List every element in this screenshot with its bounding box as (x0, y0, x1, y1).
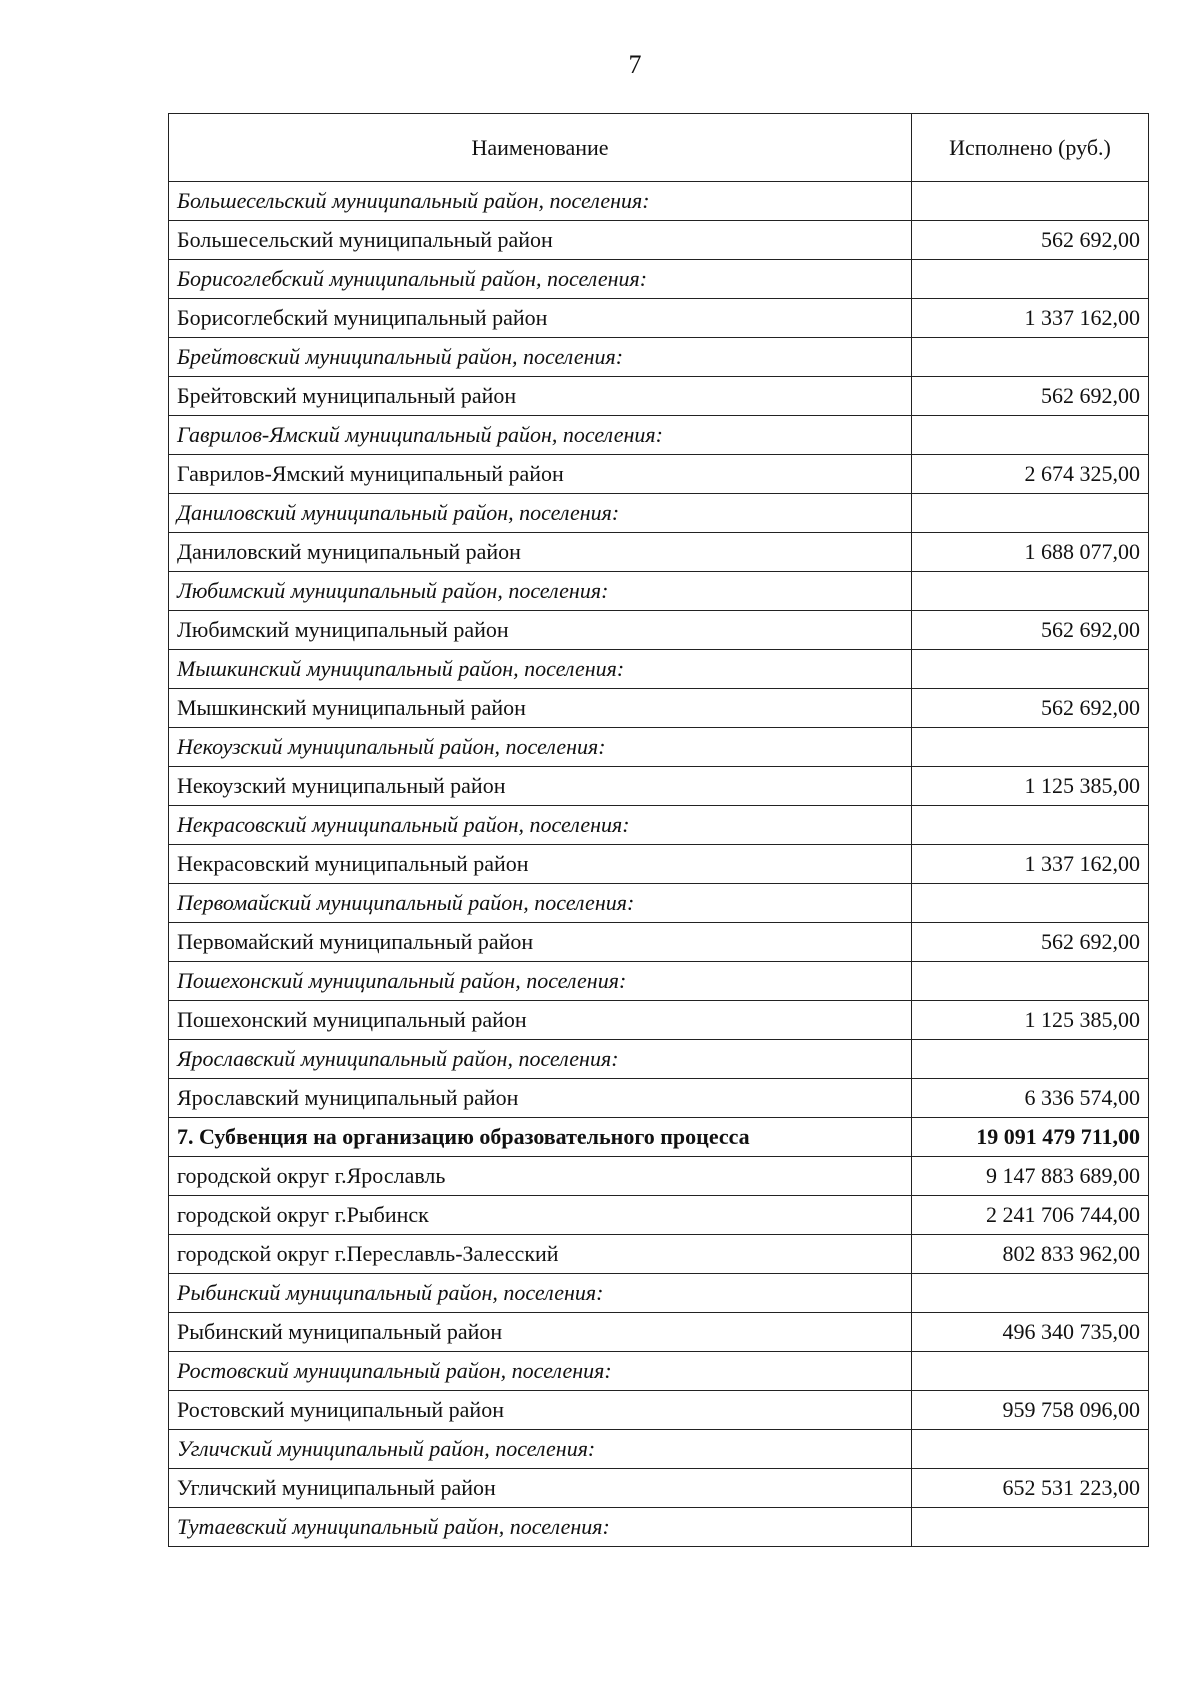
row-amount: 959 758 096,00 (912, 1391, 1149, 1430)
row-name: Угличский муниципальный район (169, 1469, 912, 1508)
table-row (169, 416, 1149, 455)
table-row (169, 338, 1149, 377)
row-name: Рыбинский муниципальный район, поселения: (169, 1274, 912, 1313)
table-row (169, 533, 1149, 572)
table-row (169, 260, 1149, 299)
table-row (169, 1040, 1149, 1079)
row-name: Тутаевский муниципальный район, поселения: (169, 1508, 912, 1547)
row-amount: 6 336 574,00 (912, 1079, 1149, 1118)
table-row (169, 884, 1149, 923)
row-amount: 19 091 479 711,00 (912, 1118, 1149, 1157)
table-row (169, 1508, 1149, 1547)
row-amount (912, 1508, 1149, 1547)
row-amount: 496 340 735,00 (912, 1313, 1149, 1352)
row-name: Угличский муниципальный район, поселения: (169, 1430, 912, 1469)
row-amount: 1 337 162,00 (912, 845, 1149, 884)
table-row (169, 1274, 1149, 1313)
row-amount: 562 692,00 (912, 221, 1149, 260)
row-amount (912, 728, 1149, 767)
row-name: Пошехонский муниципальный район (169, 1001, 912, 1040)
table-row (169, 377, 1149, 416)
row-amount (912, 1352, 1149, 1391)
row-amount: 802 833 962,00 (912, 1235, 1149, 1274)
row-name: Борисоглебский муниципальный район, поселения: (169, 260, 912, 299)
header-amount: Исполнено (руб.) (912, 114, 1149, 182)
row-name: Некоузский муниципальный район (169, 767, 912, 806)
row-amount (912, 260, 1149, 299)
table-row (169, 728, 1149, 767)
header-name: Наименование (169, 114, 912, 182)
table-row (169, 1352, 1149, 1391)
row-name: Брейтовский муниципальный район, поселения: (169, 338, 912, 377)
row-name: Любимский муниципальный район (169, 611, 912, 650)
row-name: Ярославский муниципальный район, поселения: (169, 1040, 912, 1079)
row-name: Рыбинский муниципальный район (169, 1313, 912, 1352)
table-row (169, 1391, 1149, 1430)
row-name: Большесельский муниципальный район (169, 221, 912, 260)
row-name: Ростовский муниципальный район, поселения: (169, 1352, 912, 1391)
row-amount: 562 692,00 (912, 611, 1149, 650)
row-amount (912, 182, 1149, 221)
table-row (169, 689, 1149, 728)
row-amount (912, 806, 1149, 845)
table-row (169, 1469, 1149, 1508)
row-name: Некрасовский муниципальный район, поселения: (169, 806, 912, 845)
row-name: Некрасовский муниципальный район (169, 845, 912, 884)
row-amount (912, 962, 1149, 1001)
row-amount: 9 147 883 689,00 (912, 1157, 1149, 1196)
row-name: Мышкинский муниципальный район, поселения: (169, 650, 912, 689)
row-name: Большесельский муниципальный район, поселения: (169, 182, 912, 221)
table-row (169, 1430, 1149, 1469)
row-amount: 1 125 385,00 (912, 767, 1149, 806)
table-row (169, 611, 1149, 650)
table-body (169, 182, 1149, 1547)
page-number: 7 (628, 50, 642, 79)
table-row (169, 1157, 1149, 1196)
row-name: Первомайский муниципальный район (169, 923, 912, 962)
row-amount: 1 125 385,00 (912, 1001, 1149, 1040)
table-row (169, 962, 1149, 1001)
table-row (169, 1079, 1149, 1118)
table-row (169, 923, 1149, 962)
table-row (169, 182, 1149, 221)
table-row (169, 650, 1149, 689)
row-amount (912, 650, 1149, 689)
row-name: Борисоглебский муниципальный район (169, 299, 912, 338)
row-amount: 2 674 325,00 (912, 455, 1149, 494)
row-name: Пошехонский муниципальный район, поселения: (169, 962, 912, 1001)
row-amount: 562 692,00 (912, 377, 1149, 416)
row-name: 7. Субвенция на организацию образовательного процесса (169, 1118, 912, 1157)
table-row (169, 494, 1149, 533)
row-amount: 1 688 077,00 (912, 533, 1149, 572)
row-amount (912, 494, 1149, 533)
row-amount: 2 241 706 744,00 (912, 1196, 1149, 1235)
row-name: Ярославский муниципальный район (169, 1079, 912, 1118)
row-amount: 652 531 223,00 (912, 1469, 1149, 1508)
table-row (169, 1001, 1149, 1040)
row-amount (912, 1040, 1149, 1079)
table-row (169, 221, 1149, 260)
row-name: Даниловский муниципальный район, поселения: (169, 494, 912, 533)
table-row (169, 572, 1149, 611)
row-name: Ростовский муниципальный район (169, 1391, 912, 1430)
row-name: Гаврилов-Ямский муниципальный район, поселения: (169, 416, 912, 455)
row-amount: 562 692,00 (912, 923, 1149, 962)
table-row (169, 845, 1149, 884)
table-row (169, 806, 1149, 845)
row-name: городской округ г.Ярославль (169, 1157, 912, 1196)
row-name: городской округ г.Переславль-Залесский (169, 1235, 912, 1274)
row-amount (912, 1274, 1149, 1313)
row-amount: 562 692,00 (912, 689, 1149, 728)
row-name: Первомайский муниципальный район, поселения: (169, 884, 912, 923)
row-amount (912, 1430, 1149, 1469)
table-row (169, 1313, 1149, 1352)
table-row (169, 1235, 1149, 1274)
row-amount (912, 416, 1149, 455)
row-name: Гаврилов-Ямский муниципальный район (169, 455, 912, 494)
row-amount: 1 337 162,00 (912, 299, 1149, 338)
table-row (169, 455, 1149, 494)
table-header-row (169, 114, 1149, 182)
budget-table (168, 113, 1149, 1547)
row-name: городской округ г.Рыбинск (169, 1196, 912, 1235)
row-name: Мышкинский муниципальный район (169, 689, 912, 728)
row-amount (912, 884, 1149, 923)
row-name: Брейтовский муниципальный район (169, 377, 912, 416)
row-name: Даниловский муниципальный район (169, 533, 912, 572)
row-amount (912, 572, 1149, 611)
table-row (169, 299, 1149, 338)
table-row (169, 1118, 1149, 1157)
row-name: Любимский муниципальный район, поселения: (169, 572, 912, 611)
row-name: Некоузский муниципальный район, поселения: (169, 728, 912, 767)
table-row (169, 1196, 1149, 1235)
table-row (169, 767, 1149, 806)
row-amount (912, 338, 1149, 377)
